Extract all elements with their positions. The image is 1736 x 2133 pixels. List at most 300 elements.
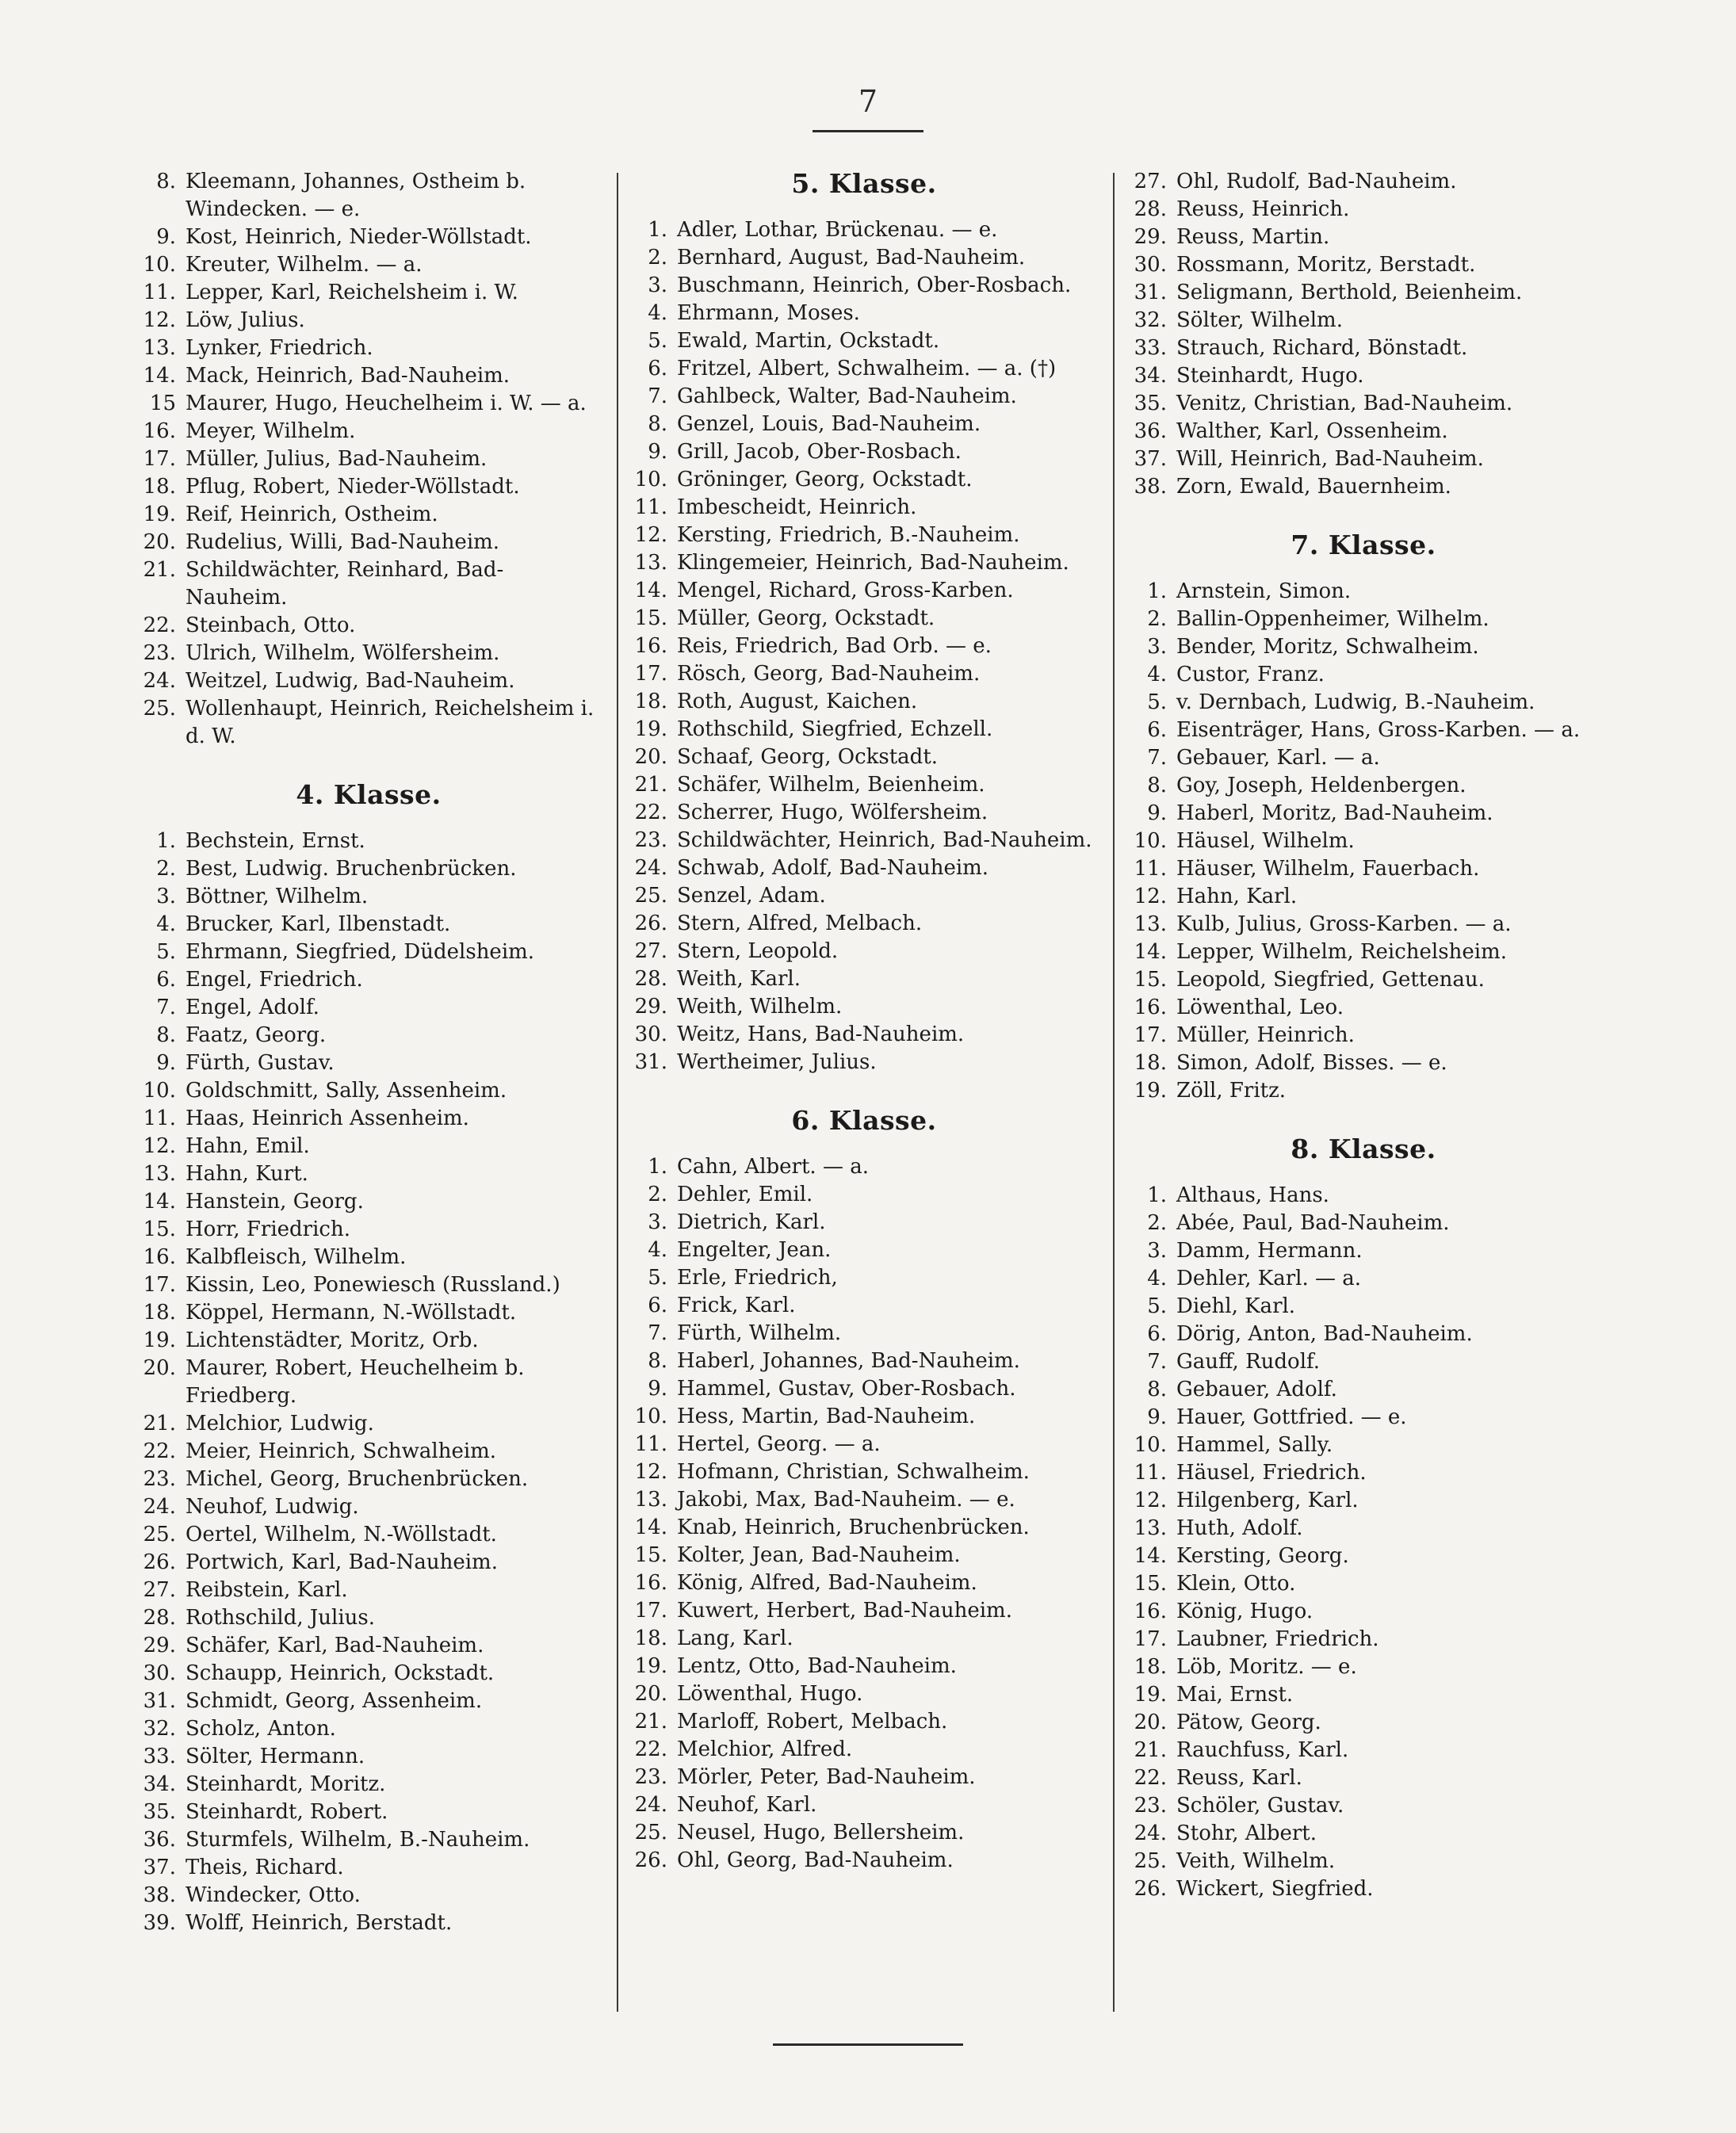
entry-number: 15 — [149, 392, 176, 415]
student-entry — [626, 216, 1102, 244]
entry-number: 11. — [143, 1107, 176, 1130]
entry-number: 29. — [634, 995, 667, 1019]
entry-name: Schöler, Gustav. — [1176, 1794, 1344, 1818]
entry-name: Frick, Karl. — [677, 1294, 796, 1317]
entry-name: Reuss, Karl. — [1176, 1766, 1302, 1790]
student-entry — [626, 1264, 1102, 1292]
entry-number: 15. — [634, 1543, 667, 1567]
entry-number: 21. — [143, 1412, 176, 1435]
entry-number: 12. — [634, 523, 667, 547]
entry-name: Hahn, Kurt. — [185, 1162, 308, 1186]
student-entry — [135, 938, 602, 966]
entry-number: 26. — [143, 1550, 176, 1574]
entry-number: 13. — [143, 1162, 176, 1186]
entry-name: Knab, Heinrich, Bruchenbrücken. — [677, 1516, 1030, 1539]
student-entry — [135, 1299, 602, 1327]
entry-name: Dehler, Emil. — [677, 1183, 813, 1206]
student-entry — [626, 1847, 1102, 1875]
entry-name: Scholz, Anton. — [185, 1717, 336, 1741]
entry-name: Lepper, Wilhelm, Reichelsheim. — [1176, 940, 1507, 964]
student-entry — [626, 1153, 1102, 1181]
student-entry — [135, 1327, 602, 1355]
student-entry — [135, 1632, 602, 1660]
entry-name: Hahn, Karl. — [1176, 885, 1298, 908]
student-entry — [135, 1909, 602, 1937]
student-entry — [135, 883, 602, 911]
student-entry — [626, 1347, 1102, 1375]
entry-number: 5. — [156, 940, 176, 964]
entry-name: Steinhardt, Robert. — [185, 1800, 388, 1824]
student-entry — [135, 1521, 602, 1549]
student-entry — [135, 1826, 602, 1854]
entry-number: 23. — [143, 641, 176, 665]
entry-number: 2. — [1147, 1211, 1167, 1235]
student-entry — [1126, 1820, 1601, 1848]
entry-name: Hauer, Gottfried. — e. — [1176, 1405, 1407, 1429]
entry-name: Fürth, Gustav. — [185, 1051, 335, 1075]
student-entry — [626, 1292, 1102, 1320]
entry-number: 14. — [143, 1190, 176, 1214]
entry-name: Simon, Adolf, Bisses. — e. — [1176, 1051, 1447, 1075]
entry-number: 16. — [1134, 1600, 1167, 1623]
entry-name: Scherrer, Hugo, Wölfersheim. — [677, 801, 988, 824]
entry-name: Löb, Moritz. — e. — [1176, 1655, 1357, 1679]
entry-number: 13. — [1134, 1516, 1167, 1540]
entry-name: Reif, Heinrich, Ostheim. — [185, 503, 438, 526]
entry-name: Kersting, Friedrich, B.-Nauheim. — [677, 523, 1020, 547]
student-entry — [1126, 1487, 1601, 1515]
entry-name: Gebauer, Adolf. — [1176, 1378, 1337, 1401]
entry-number: 29. — [143, 1634, 176, 1657]
student-entry — [626, 716, 1102, 743]
entry-number: 2. — [156, 857, 176, 881]
student-entry — [1126, 828, 1601, 855]
entry-number: 18. — [1134, 1051, 1167, 1075]
entry-number: 20. — [143, 530, 176, 554]
entry-number: 8. — [156, 1023, 176, 1047]
student-entry — [626, 244, 1102, 272]
student-entry — [135, 640, 602, 667]
entry-name: Kalbfleisch, Wilhelm. — [185, 1245, 407, 1269]
entry-name: Meier, Heinrich, Schwalheim. — [185, 1439, 497, 1463]
entry-name: Sturmfels, Wilhelm, B.-Nauheim. — [185, 1828, 530, 1852]
entry-number: 8. — [648, 1349, 667, 1373]
entry-name: Hammel, Sally. — [1176, 1433, 1333, 1457]
entry-name: Adler, Lothar, Brückenau. — e. — [677, 218, 998, 242]
student-entry — [1126, 1376, 1601, 1404]
entry-name: Dehler, Karl. — a. — [1176, 1267, 1362, 1290]
entry-number: 37. — [143, 1856, 176, 1879]
student-entry — [1126, 362, 1601, 390]
entry-name: Steinbach, Otto. — [185, 614, 356, 637]
entry-number: 14. — [1134, 940, 1167, 964]
entry-number: 18. — [634, 690, 667, 713]
entry-name: Löw, Julius. — [185, 308, 305, 332]
entry-name: Strauch, Richard, Bönstadt. — [1176, 336, 1468, 360]
student-entry — [135, 334, 602, 362]
student-entry — [1126, 1570, 1601, 1598]
entry-name: Reis, Friedrich, Bad Orb. — e. — [677, 634, 992, 658]
student-entry — [1126, 772, 1601, 800]
class-heading: 4. Klasse. — [296, 779, 442, 810]
entry-name: v. Dernbach, Ludwig, B.-Nauheim. — [1176, 690, 1535, 714]
entry-number: 20. — [1134, 1711, 1167, 1734]
student-entry — [626, 438, 1102, 466]
entry-number: 33. — [1134, 336, 1167, 360]
student-entry — [135, 994, 602, 1022]
student-entry — [626, 1237, 1102, 1264]
entry-name: Engel, Friedrich. — [185, 968, 363, 992]
entry-name: Horr, Friedrich. — [185, 1217, 350, 1241]
entry-number: 8. — [156, 170, 176, 193]
entry-number: 6. — [648, 1294, 667, 1317]
entry-name: Müller, Julius, Bad-Nauheim. — [185, 447, 488, 471]
entry-name: Reuss, Martin. — [1176, 225, 1330, 249]
student-entry — [135, 1244, 602, 1271]
entry-number: 27. — [143, 1578, 176, 1602]
entry-name: Haberl, Moritz, Bad-Nauheim. — [1176, 801, 1493, 825]
entry-name: Rossmann, Moritz, Berstadt. — [1176, 253, 1476, 277]
student-entry — [135, 1604, 602, 1632]
entry-number: 4. — [648, 1238, 667, 1262]
student-entry — [135, 501, 602, 529]
student-entry — [135, 1660, 602, 1688]
entry-name: Veith, Wilhelm. — [1176, 1849, 1336, 1873]
entry-name: Böttner, Wilhelm. — [185, 885, 369, 908]
student-entry — [626, 1653, 1102, 1680]
student-entry — [626, 272, 1102, 300]
entry-name: Klein, Otto. — [1176, 1572, 1296, 1596]
entry-number: 8. — [648, 412, 667, 436]
entry-name: Diehl, Karl. — [1176, 1294, 1296, 1318]
entry-name: Portwich, Karl, Bad-Nauheim. — [185, 1550, 498, 1574]
student-entry — [1126, 307, 1601, 334]
entry-name: Gebauer, Karl. — a. — [1176, 746, 1380, 770]
entry-name: Mörler, Peter, Bad-Nauheim. — [677, 1765, 976, 1789]
student-entry — [135, 1771, 602, 1799]
entry-name: Gahlbeck, Walter, Bad-Nauheim. — [677, 384, 1017, 408]
student-entry — [1126, 1077, 1601, 1105]
entry-name: Ehrmann, Siegfried, Düdelsheim. — [185, 940, 535, 964]
student-entry — [1126, 1265, 1601, 1293]
entry-name: Seligmann, Berthold, Beienheim. — [1176, 281, 1523, 304]
entry-number: 9. — [156, 225, 176, 249]
entry-name: Weitzel, Ludwig, Bad-Nauheim. — [185, 669, 515, 693]
entry-name: Köppel, Hermann, N.-Wöllstadt. — [185, 1301, 517, 1325]
entry-number: 36. — [143, 1828, 176, 1852]
entry-name: Lichtenstädter, Moritz, Orb. — [185, 1328, 479, 1352]
entry-name: Kissin, Leo, Ponewiesch (Russland.) — [185, 1273, 560, 1297]
entry-number: 36. — [1134, 419, 1167, 443]
class-heading: 5. Klasse. — [791, 168, 937, 199]
student-entry — [1126, 689, 1601, 717]
student-entry — [626, 1736, 1102, 1764]
entry-number: 11. — [1134, 857, 1167, 881]
student-entry — [135, 1216, 602, 1244]
student-entry — [626, 327, 1102, 355]
student-entry — [1126, 606, 1601, 633]
student-entry — [135, 1549, 602, 1577]
entry-number: 23. — [634, 1765, 667, 1789]
entry-name: Häusel, Friedrich. — [1176, 1461, 1367, 1485]
entry-name: Ewald, Martin, Ockstadt. — [677, 329, 940, 353]
student-entry — [626, 355, 1102, 383]
entry-number: 18. — [143, 475, 176, 499]
entry-name: Genzel, Louis, Bad-Nauheim. — [677, 412, 981, 436]
entry-name: Venitz, Christian, Bad-Nauheim. — [1176, 392, 1513, 415]
entry-name: Zöll, Fritz. — [1176, 1079, 1287, 1103]
entry-number: 10. — [1134, 1433, 1167, 1457]
student-entry — [626, 1320, 1102, 1347]
student-entry — [1126, 800, 1601, 828]
entry-name: Schildwächter, Heinrich, Bad-Nauheim. — [677, 828, 1092, 852]
entry-number: 11. — [143, 281, 176, 304]
student-entry — [1126, 1293, 1601, 1321]
entry-number: 18. — [143, 1301, 176, 1325]
entry-number: 25. — [634, 884, 667, 908]
student-entry — [1126, 883, 1601, 911]
student-entry — [1126, 168, 1601, 196]
student-entry — [626, 910, 1102, 938]
entry-name: Imbescheidt, Heinrich. — [677, 495, 917, 519]
entry-name: Kulb, Julius, Gross-Karben. — a. — [1176, 912, 1512, 936]
entry-name: Steinhardt, Moritz. — [185, 1772, 386, 1796]
entry-number: 9. — [156, 1051, 176, 1075]
student-entry — [1126, 966, 1601, 994]
entry-name: Gauff, Rudolf. — [1176, 1350, 1320, 1374]
student-entry — [626, 577, 1102, 605]
entry-name: Bechstein, Ernst. — [185, 829, 365, 853]
entry-name: Neuhof, Karl. — [677, 1793, 817, 1817]
entry-number: 31. — [634, 1050, 667, 1074]
student-entry — [1126, 1404, 1601, 1432]
entry-number: 5. — [1147, 1294, 1167, 1318]
entry-number: 15. — [1134, 1572, 1167, 1596]
entry-name: Zorn, Ewald, Bauernheim. — [1176, 475, 1451, 499]
entry-number: 5. — [648, 1266, 667, 1290]
entry-number: 10. — [143, 253, 176, 277]
entry-name: Roth, August, Kaichen. — [677, 690, 918, 713]
student-entry — [135, 445, 602, 473]
student-entry — [1126, 1432, 1601, 1459]
student-entry — [1126, 251, 1601, 279]
entry-name: Walther, Karl, Ossenheim. — [1176, 419, 1448, 443]
student-entry — [626, 522, 1102, 549]
entry-name: Fürth, Wilhelm. — [677, 1321, 842, 1345]
entry-number: 17. — [143, 1273, 176, 1297]
entry-name: Bernhard, August, Bad-Nauheim. — [677, 246, 1026, 269]
entry-name: Ballin-Oppenheimer, Wilhelm. — [1176, 607, 1489, 631]
student-entry — [1126, 1737, 1601, 1764]
entry-name: Eisenträger, Hans, Gross-Karben. — a. — [1176, 718, 1581, 742]
entry-number: 14. — [634, 1516, 667, 1539]
entry-number: 12. — [634, 1460, 667, 1484]
student-entry — [135, 1105, 602, 1133]
student-entry — [135, 1271, 602, 1299]
entry-name: Maurer, Robert, Heuchelheim b. Friedberg. — [185, 1356, 525, 1408]
entry-number: 6. — [1147, 1322, 1167, 1346]
entry-number: 15. — [1134, 968, 1167, 992]
entry-number: 10. — [634, 468, 667, 491]
entry-name: Huth, Adolf. — [1176, 1516, 1303, 1540]
student-entry — [626, 1049, 1102, 1076]
student-entry — [1126, 418, 1601, 445]
student-entry — [1126, 279, 1601, 307]
entry-number: 26. — [1134, 1877, 1167, 1901]
entry-number: 24. — [143, 1495, 176, 1519]
student-entry — [626, 605, 1102, 633]
student-entry — [135, 1715, 602, 1743]
student-entry — [626, 1209, 1102, 1237]
student-entry — [626, 1431, 1102, 1458]
student-entry — [626, 1375, 1102, 1403]
student-entry — [135, 1577, 602, 1604]
entry-number: 3. — [648, 273, 667, 297]
entry-number: 22. — [634, 801, 667, 824]
entry-number: 6. — [1147, 718, 1167, 742]
student-entry — [1126, 938, 1601, 966]
entry-number: 7. — [648, 1321, 667, 1345]
entry-name: Maurer, Hugo, Heuchelheim i. W. — a. — [185, 392, 587, 415]
student-entry — [1126, 390, 1601, 418]
entry-name: Oertel, Wilhelm, N.-Wöllstadt. — [185, 1523, 497, 1546]
student-entry — [626, 1708, 1102, 1736]
student-entry — [135, 695, 602, 751]
student-entry — [135, 966, 602, 994]
entry-name: Kolter, Jean, Bad-Nauheim. — [677, 1543, 961, 1567]
entry-number: 38. — [1134, 475, 1167, 499]
entry-number: 27. — [1134, 170, 1167, 193]
entry-number: 16. — [1134, 996, 1167, 1019]
student-entry — [135, 168, 602, 224]
student-entry — [1126, 334, 1601, 362]
entry-number: 22. — [1134, 1766, 1167, 1790]
entry-number: 23. — [1134, 1794, 1167, 1818]
entry-name: Ulrich, Wilhelm, Wölfersheim. — [185, 641, 500, 665]
student-entry — [626, 1680, 1102, 1708]
entry-name: Pätow, Georg. — [1176, 1711, 1321, 1734]
entry-number: 29. — [1134, 225, 1167, 249]
student-entry — [626, 799, 1102, 827]
entry-name: Rauchfuss, Karl. — [1176, 1738, 1349, 1762]
student-entry — [626, 549, 1102, 577]
student-entry — [135, 667, 602, 695]
entry-number: 7. — [648, 384, 667, 408]
student-entry — [626, 1597, 1102, 1625]
entry-name: Theis, Richard. — [185, 1856, 344, 1879]
entry-number: 7. — [1147, 1350, 1167, 1374]
student-entry — [135, 1160, 602, 1188]
entry-name: Hofmann, Christian, Schwalheim. — [677, 1460, 1030, 1484]
student-entry — [626, 1791, 1102, 1819]
entry-name: Senzel, Adam. — [677, 884, 826, 908]
student-entry — [626, 993, 1102, 1021]
student-entry — [626, 1486, 1102, 1514]
entry-number: 35. — [143, 1800, 176, 1824]
entry-name: Fritzel, Albert, Schwalheim. — a. (†) — [677, 357, 1057, 380]
entry-name: Buschmann, Heinrich, Ober-Rosbach. — [677, 273, 1072, 297]
entry-number: 19. — [143, 1328, 176, 1352]
student-entry — [626, 1403, 1102, 1431]
entry-number: 3. — [1147, 1239, 1167, 1263]
student-entry — [1126, 1459, 1601, 1487]
entry-name: Müller, Georg, Ockstadt. — [677, 606, 935, 630]
student-entry — [626, 300, 1102, 327]
student-entry — [1126, 1022, 1601, 1049]
entry-name: Kersting, Georg. — [1176, 1544, 1349, 1568]
entry-number: 17. — [1134, 1627, 1167, 1651]
student-entry — [626, 854, 1102, 882]
entry-name: Engel, Adolf. — [185, 996, 319, 1019]
entry-name: Stohr, Albert. — [1176, 1821, 1317, 1845]
entry-number: 2. — [648, 246, 667, 269]
entry-number: 5. — [648, 329, 667, 353]
entry-number: 8. — [1147, 774, 1167, 797]
student-entry — [135, 473, 602, 501]
entry-name: Grill, Jacob, Ober-Rosbach. — [677, 440, 962, 464]
student-entry — [1126, 473, 1601, 501]
student-entry — [626, 494, 1102, 522]
entry-number: 25. — [143, 1523, 176, 1546]
entry-name: Abée, Paul, Bad-Nauheim. — [1176, 1211, 1450, 1235]
entry-number: 9. — [1147, 801, 1167, 825]
student-entry — [135, 1049, 602, 1077]
entry-number: 8. — [1147, 1378, 1167, 1401]
student-entry — [1126, 578, 1601, 606]
entry-number: 19. — [143, 503, 176, 526]
entry-number: 18. — [1134, 1655, 1167, 1679]
class-heading: 7. Klasse. — [1291, 529, 1436, 560]
entry-number: 30. — [1134, 253, 1167, 277]
entry-name: Michel, Georg, Bruchenbrücken. — [185, 1467, 529, 1491]
entry-number: 33. — [143, 1745, 176, 1768]
entry-name: Neuhof, Ludwig. — [185, 1495, 359, 1519]
entry-name: Dörig, Anton, Bad-Nauheim. — [1176, 1322, 1473, 1346]
entry-number: 2. — [648, 1183, 667, 1206]
student-entry — [135, 1854, 602, 1882]
entry-number: 20. — [634, 1682, 667, 1706]
student-entry — [135, 1882, 602, 1909]
page-number: 7 — [858, 84, 878, 119]
entry-number: 24. — [1134, 1821, 1167, 1845]
entry-name: Lepper, Karl, Reichelsheim i. W. — [185, 281, 518, 304]
entry-number: 32. — [143, 1717, 176, 1741]
entry-number: 34. — [1134, 364, 1167, 388]
entry-number: 2. — [1147, 607, 1167, 631]
entry-number: 10. — [143, 1079, 176, 1103]
student-entry — [626, 1569, 1102, 1597]
column-1 — [135, 168, 602, 2015]
entry-number: 26. — [634, 912, 667, 935]
entry-name: Lang, Karl. — [677, 1627, 793, 1650]
entry-number: 15. — [143, 1217, 176, 1241]
entry-name: Weitz, Hans, Bad-Nauheim. — [677, 1023, 965, 1046]
entry-number: 28. — [1134, 197, 1167, 221]
entry-number: 1. — [648, 218, 667, 242]
entry-number: 27. — [634, 939, 667, 963]
entry-name: Rothschild, Julius. — [185, 1606, 376, 1630]
entry-number: 19. — [634, 717, 667, 741]
student-entry — [1126, 1653, 1601, 1681]
top-rule — [813, 130, 923, 132]
student-entry — [626, 1764, 1102, 1791]
student-entry — [135, 279, 602, 307]
entry-number: 24. — [143, 669, 176, 693]
entry-number: 23. — [634, 828, 667, 852]
student-entry — [135, 529, 602, 556]
entry-number: 26. — [634, 1848, 667, 1872]
entry-name: Lentz, Otto, Bad-Nauheim. — [677, 1654, 957, 1678]
